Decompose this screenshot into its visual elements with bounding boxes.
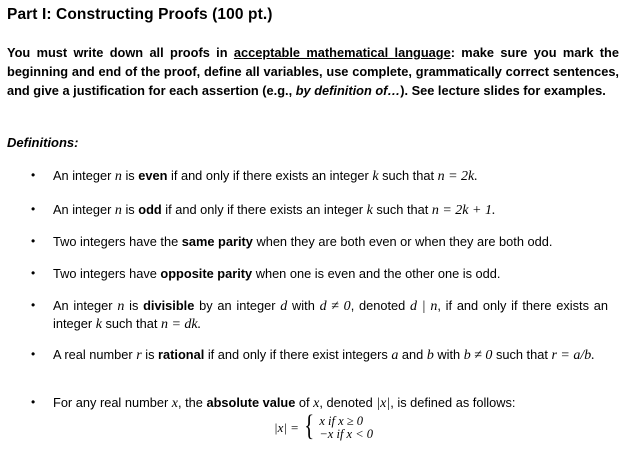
term-same-parity: same parity — [181, 234, 253, 249]
instructions-paragraph — [7, 43, 619, 100]
text: when one is even and the other one is odd. — [252, 266, 501, 281]
text: if and only if there exists an integer — [161, 202, 367, 217]
math-expression: d | n — [410, 299, 438, 314]
bullet-icon: • — [31, 347, 36, 361]
bullet-icon: • — [31, 395, 36, 409]
acceptable-language-link[interactable]: acceptable mathematical language — [233, 45, 451, 60]
math-var: d — [280, 299, 288, 314]
formula-case-2: −x if x < 0 — [319, 426, 374, 441]
math-var: a — [391, 348, 399, 363]
term-opposite-parity: opposite parity — [160, 266, 253, 281]
math-expression: n = 2k + 1. — [431, 203, 496, 218]
math-var: x — [171, 396, 178, 411]
math-expression: n = dk. — [160, 317, 202, 332]
text: For any real number — [53, 395, 172, 410]
formula-lhs: |x| = — [274, 419, 299, 435]
math-var: b — [426, 348, 434, 363]
text: such that — [378, 168, 438, 183]
math-var: n — [117, 299, 125, 314]
text: , denoted — [319, 395, 377, 410]
definition-even — [31, 167, 608, 185]
text: with — [433, 347, 464, 362]
text: and — [398, 347, 427, 362]
math-expression: r = a/b. — [551, 348, 595, 363]
section-title: Part I: Constructing Proofs (100 pt.) — [7, 6, 273, 23]
formula-brace: { — [304, 409, 315, 442]
text: if and only if there exist integers — [204, 347, 392, 362]
math-var: r — [136, 348, 142, 363]
text: Two integers have — [53, 266, 161, 281]
intro-text-1: You must write down all proofs in — [7, 45, 234, 60]
absolute-value-formula — [274, 409, 374, 442]
definition-absolute-value — [31, 394, 608, 412]
bullet-icon: • — [31, 234, 36, 248]
bullet-icon: • — [31, 168, 36, 182]
bullet-icon: • — [31, 202, 36, 216]
math-expression: d ≠ 0 — [319, 299, 351, 314]
term-rational: rational — [158, 347, 205, 362]
text: is — [141, 347, 159, 362]
term-divisible: divisible — [143, 298, 195, 313]
intro-text-2: : make sure you mark the beginning and end of the proof, define all variables, use complete, grammatically correct sentences, and give a justification for each assertion (e.g., — [7, 45, 619, 98]
text: is — [121, 202, 139, 217]
math-expression: n = 2k. — [437, 169, 478, 184]
math-var: k — [95, 317, 102, 332]
term-odd: odd — [138, 202, 162, 217]
math-expression: b ≠ 0 — [463, 348, 493, 363]
text: is — [121, 168, 139, 183]
math-var: x — [313, 396, 320, 411]
text: An integer — [53, 202, 115, 217]
text: when they are both even or when they are both odd. — [252, 234, 553, 249]
text: is — [124, 298, 144, 313]
term-even: even — [138, 168, 168, 183]
definition-same-parity — [31, 233, 608, 250]
term-absolute-value: absolute value — [206, 395, 296, 410]
text: , is defined as follows: — [390, 395, 516, 410]
text: if and only if there exists an integer — [167, 168, 373, 183]
math-var: k — [366, 203, 373, 218]
text: with — [287, 298, 320, 313]
formula-case-1: x if x ≥ 0 — [319, 413, 364, 428]
text: , the — [178, 395, 207, 410]
definitions-heading: Definitions: — [7, 135, 79, 150]
formula-cases — [319, 415, 373, 441]
text: such that — [372, 202, 432, 217]
math-expression: |x| — [376, 396, 391, 411]
text: such that — [492, 347, 552, 362]
text: , denoted — [350, 298, 411, 313]
definition-divisible — [31, 297, 608, 333]
math-var: n — [114, 169, 122, 184]
definition-rational — [31, 346, 608, 364]
intro-italic-text: by definition of… — [295, 83, 401, 98]
text: An integer — [53, 168, 115, 183]
math-var: k — [372, 169, 379, 184]
bullet-icon: • — [31, 298, 36, 312]
intro-text-3: ). See lecture slides for examples. — [400, 83, 606, 98]
text: such that — [101, 316, 161, 331]
definition-opposite-parity — [31, 265, 608, 282]
text: Two integers have the — [53, 234, 182, 249]
text: of — [295, 395, 314, 410]
math-var: n — [114, 203, 122, 218]
definition-odd — [31, 201, 608, 219]
text: by an integer — [194, 298, 281, 313]
text: , if and only if there exists an integer — [53, 298, 608, 331]
bullet-icon: • — [31, 266, 36, 280]
text: An integer — [53, 298, 118, 313]
text: A real number — [53, 347, 137, 362]
